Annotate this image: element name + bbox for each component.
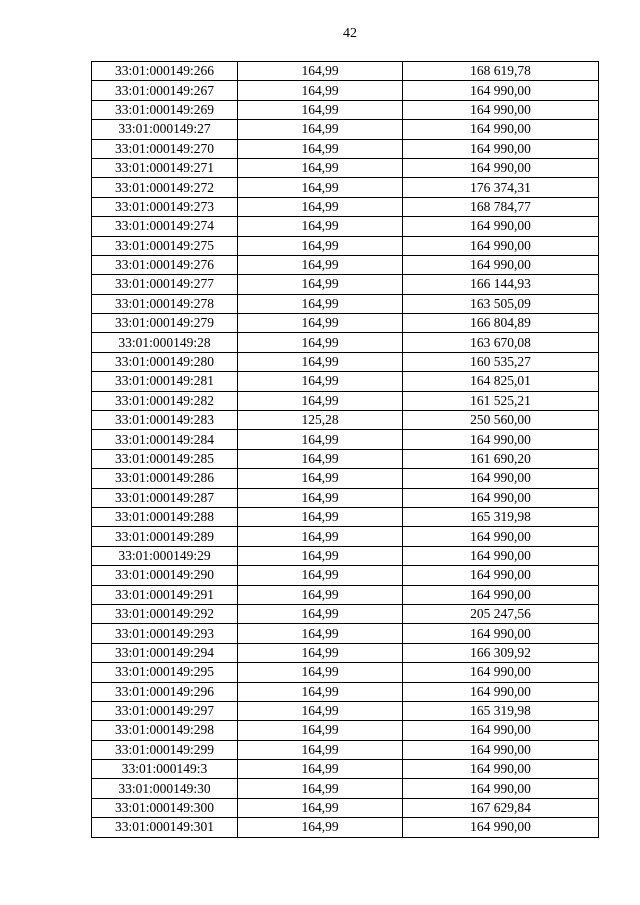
- cadastral-value-cell: 164 990,00: [403, 624, 599, 643]
- table-row: [92, 372, 599, 391]
- table-row: [92, 178, 599, 197]
- rate-cell: 164,99: [238, 217, 403, 236]
- cadastral-number-cell: 33:01:000149:289: [92, 527, 238, 546]
- cadastral-number-cell: 33:01:000149:288: [92, 507, 238, 526]
- table-row: [92, 62, 599, 81]
- cadastral-value-cell: 160 535,27: [403, 352, 599, 371]
- cadastral-value-cell: 163 505,09: [403, 294, 599, 313]
- cadastral-value-cell: 164 990,00: [403, 585, 599, 604]
- cadastral-number-cell: 33:01:000149:273: [92, 197, 238, 216]
- rate-cell: 164,99: [238, 488, 403, 507]
- cadastral-value-cell: 164 990,00: [403, 779, 599, 798]
- cadastral-number-cell: 33:01:000149:282: [92, 391, 238, 410]
- cadastral-number-cell: 33:01:000149:29: [92, 546, 238, 565]
- table-row: [92, 217, 599, 236]
- cadastral-number-cell: 33:01:000149:30: [92, 779, 238, 798]
- cadastral-number-cell: 33:01:000149:279: [92, 314, 238, 333]
- rate-cell: 164,99: [238, 721, 403, 740]
- table-row: [92, 391, 599, 410]
- cadastral-number-cell: 33:01:000149:3: [92, 760, 238, 779]
- rate-cell: 164,99: [238, 585, 403, 604]
- cadastral-value-cell: 164 825,01: [403, 372, 599, 391]
- cadastral-number-cell: 33:01:000149:277: [92, 275, 238, 294]
- table-row: [92, 566, 599, 585]
- table-row: [92, 663, 599, 682]
- cadastral-number-cell: 33:01:000149:284: [92, 430, 238, 449]
- cadastral-value-cell: 167 629,84: [403, 798, 599, 817]
- cadastral-number-cell: 33:01:000149:287: [92, 488, 238, 507]
- rate-cell: 164,99: [238, 158, 403, 177]
- cadastral-value-cell: 205 247,56: [403, 604, 599, 623]
- table-row: [92, 740, 599, 759]
- rate-cell: 164,99: [238, 430, 403, 449]
- table-row: [92, 643, 599, 662]
- rate-cell: 164,99: [238, 740, 403, 759]
- cadastral-number-cell: 33:01:000149:271: [92, 158, 238, 177]
- rate-cell: 164,99: [238, 81, 403, 100]
- rate-cell: 164,99: [238, 798, 403, 817]
- cadastral-number-cell: 33:01:000149:283: [92, 411, 238, 430]
- cadastral-number-cell: 33:01:000149:267: [92, 81, 238, 100]
- page-number: 42: [343, 26, 357, 41]
- cadastral-number-cell: 33:01:000149:300: [92, 798, 238, 817]
- rate-cell: 164,99: [238, 120, 403, 139]
- table-row: [92, 411, 599, 430]
- rate-cell: 164,99: [238, 779, 403, 798]
- cadastral-value-cell: 164 990,00: [403, 430, 599, 449]
- cadastral-number-cell: 33:01:000149:278: [92, 294, 238, 313]
- rate-cell: 164,99: [238, 566, 403, 585]
- table-row: [92, 255, 599, 274]
- rate-cell: 164,99: [238, 701, 403, 720]
- table-row: [92, 294, 599, 313]
- cadastral-number-cell: 33:01:000149:272: [92, 178, 238, 197]
- rate-cell: 164,99: [238, 682, 403, 701]
- table-row: [92, 682, 599, 701]
- cadastral-number-cell: 33:01:000149:270: [92, 139, 238, 158]
- table-row: [92, 236, 599, 255]
- cadastral-value-cell: 164 990,00: [403, 682, 599, 701]
- rate-cell: 164,99: [238, 643, 403, 662]
- cadastral-number-cell: 33:01:000149:299: [92, 740, 238, 759]
- table-row: [92, 585, 599, 604]
- table-row: [92, 624, 599, 643]
- cadastral-number-cell: 33:01:000149:276: [92, 255, 238, 274]
- rate-cell: 164,99: [238, 333, 403, 352]
- cadastral-value-cell: 166 309,92: [403, 643, 599, 662]
- cadastral-value-cell: 164 990,00: [403, 158, 599, 177]
- rate-cell: 164,99: [238, 275, 403, 294]
- rate-cell: 164,99: [238, 314, 403, 333]
- table-row: [92, 197, 599, 216]
- rate-cell: 164,99: [238, 294, 403, 313]
- table-row: [92, 721, 599, 740]
- cadastral-value-cell: 250 560,00: [403, 411, 599, 430]
- cadastral-number-cell: 33:01:000149:294: [92, 643, 238, 662]
- cadastral-value-cell: 166 144,93: [403, 275, 599, 294]
- table-row: [92, 760, 599, 779]
- cadastral-value-cell: 164 990,00: [403, 217, 599, 236]
- rate-cell: 164,99: [238, 236, 403, 255]
- table-row: [92, 81, 599, 100]
- cadastral-value-table: [91, 61, 599, 838]
- cadastral-value-cell: 168 784,77: [403, 197, 599, 216]
- cadastral-number-cell: 33:01:000149:280: [92, 352, 238, 371]
- table-row: [92, 507, 599, 526]
- cadastral-value-cell: 164 990,00: [403, 546, 599, 565]
- cadastral-value-cell: 164 990,00: [403, 81, 599, 100]
- table-row: [92, 469, 599, 488]
- rate-cell: 164,99: [238, 818, 403, 837]
- rate-cell: 164,99: [238, 139, 403, 158]
- cadastral-value-cell: 164 990,00: [403, 139, 599, 158]
- table-row: [92, 158, 599, 177]
- rate-cell: 164,99: [238, 197, 403, 216]
- cadastral-value-cell: 176 374,31: [403, 178, 599, 197]
- rate-cell: 164,99: [238, 62, 403, 81]
- table-row: [92, 779, 599, 798]
- cadastral-value-cell: 164 990,00: [403, 120, 599, 139]
- rate-cell: 164,99: [238, 663, 403, 682]
- table-row: [92, 100, 599, 119]
- cadastral-value-cell: 164 990,00: [403, 469, 599, 488]
- rate-cell: 164,99: [238, 372, 403, 391]
- cadastral-number-cell: 33:01:000149:297: [92, 701, 238, 720]
- rate-cell: 164,99: [238, 546, 403, 565]
- cadastral-value-cell: 161 690,20: [403, 449, 599, 468]
- table-row: [92, 604, 599, 623]
- rate-cell: 164,99: [238, 469, 403, 488]
- cadastral-number-cell: 33:01:000149:266: [92, 62, 238, 81]
- rate-cell: 164,99: [238, 507, 403, 526]
- cadastral-number-cell: 33:01:000149:274: [92, 217, 238, 236]
- cadastral-value-cell: 168 619,78: [403, 62, 599, 81]
- table-row: [92, 449, 599, 468]
- rate-cell: 164,99: [238, 255, 403, 274]
- cadastral-number-cell: 33:01:000149:295: [92, 663, 238, 682]
- table-row: [92, 701, 599, 720]
- rate-cell: 164,99: [238, 624, 403, 643]
- rate-cell: 164,99: [238, 527, 403, 546]
- table-row: [92, 798, 599, 817]
- table-row: [92, 120, 599, 139]
- table-row: [92, 546, 599, 565]
- table-row: [92, 488, 599, 507]
- cadastral-number-cell: 33:01:000149:290: [92, 566, 238, 585]
- cadastral-value-cell: 164 990,00: [403, 566, 599, 585]
- cadastral-number-cell: 33:01:000149:285: [92, 449, 238, 468]
- cadastral-value-cell: 164 990,00: [403, 488, 599, 507]
- cadastral-value-cell: 164 990,00: [403, 100, 599, 119]
- cadastral-number-cell: 33:01:000149:301: [92, 818, 238, 837]
- table-row: [92, 275, 599, 294]
- cadastral-value-cell: 164 990,00: [403, 818, 599, 837]
- cadastral-value-cell: 163 670,08: [403, 333, 599, 352]
- cadastral-number-cell: 33:01:000149:291: [92, 585, 238, 604]
- rate-cell: 164,99: [238, 352, 403, 371]
- rate-cell: 164,99: [238, 178, 403, 197]
- cadastral-value-cell: 164 990,00: [403, 236, 599, 255]
- cadastral-value-cell: 164 990,00: [403, 721, 599, 740]
- cadastral-number-cell: 33:01:000149:286: [92, 469, 238, 488]
- cadastral-number-cell: 33:01:000149:296: [92, 682, 238, 701]
- cadastral-value-cell: 164 990,00: [403, 255, 599, 274]
- table-row: [92, 139, 599, 158]
- table-row: [92, 818, 599, 837]
- cadastral-value-cell: 164 990,00: [403, 663, 599, 682]
- cadastral-number-cell: 33:01:000149:28: [92, 333, 238, 352]
- table-body: [92, 62, 599, 838]
- cadastral-number-cell: 33:01:000149:27: [92, 120, 238, 139]
- cadastral-number-cell: 33:01:000149:269: [92, 100, 238, 119]
- cadastral-number-cell: 33:01:000149:292: [92, 604, 238, 623]
- cadastral-value-cell: 164 990,00: [403, 527, 599, 546]
- cadastral-number-cell: 33:01:000149:275: [92, 236, 238, 255]
- table-row: [92, 352, 599, 371]
- rate-cell: 125,28: [238, 411, 403, 430]
- cadastral-value-cell: 161 525,21: [403, 391, 599, 410]
- table-row: [92, 430, 599, 449]
- cadastral-value-cell: 164 990,00: [403, 740, 599, 759]
- rate-cell: 164,99: [238, 604, 403, 623]
- cadastral-number-cell: 33:01:000149:298: [92, 721, 238, 740]
- table-row: [92, 527, 599, 546]
- table-row: [92, 333, 599, 352]
- cadastral-number-cell: 33:01:000149:281: [92, 372, 238, 391]
- cadastral-value-cell: 166 804,89: [403, 314, 599, 333]
- table-row: [92, 314, 599, 333]
- rate-cell: 164,99: [238, 449, 403, 468]
- cadastral-value-cell: 165 319,98: [403, 701, 599, 720]
- cadastral-value-cell: 164 990,00: [403, 760, 599, 779]
- rate-cell: 164,99: [238, 391, 403, 410]
- rate-cell: 164,99: [238, 760, 403, 779]
- cadastral-value-cell: 165 319,98: [403, 507, 599, 526]
- rate-cell: 164,99: [238, 100, 403, 119]
- cadastral-number-cell: 33:01:000149:293: [92, 624, 238, 643]
